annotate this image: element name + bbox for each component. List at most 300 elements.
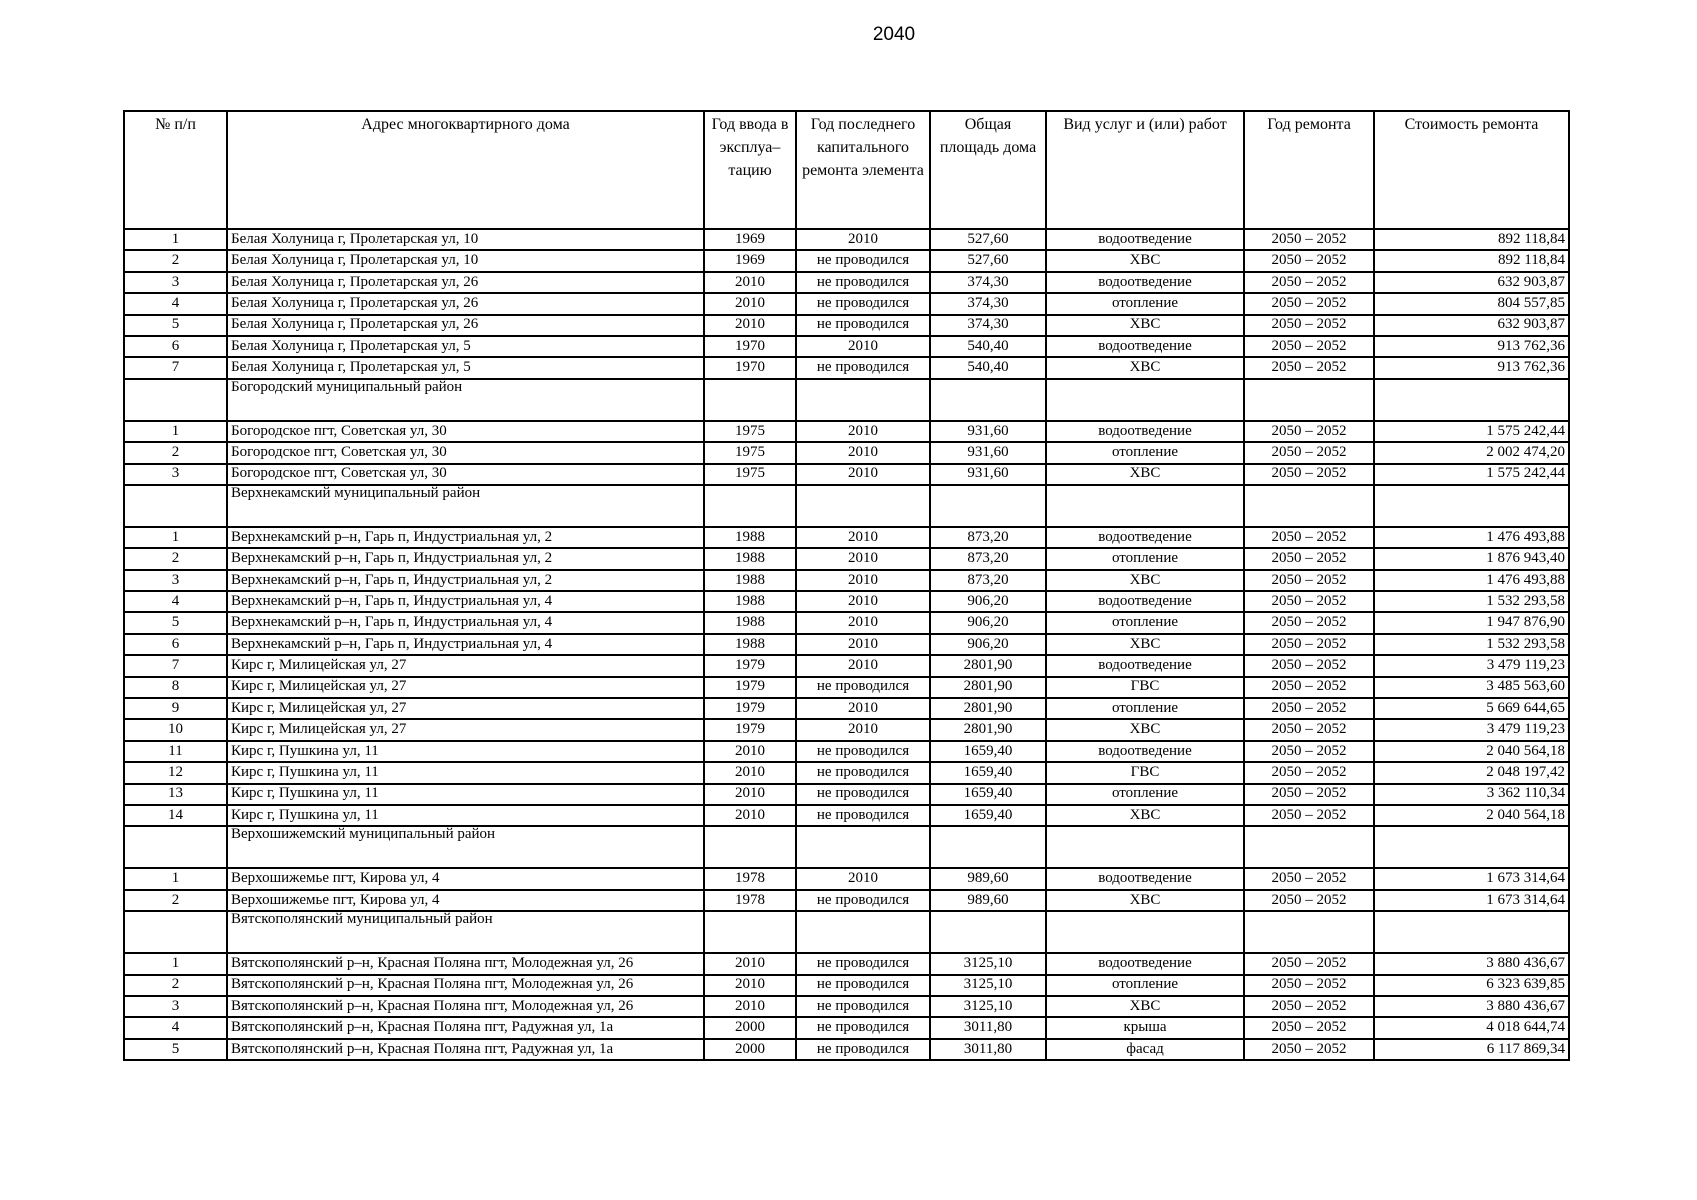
cell-service: ГВС [1046, 677, 1244, 698]
cell-address: Белая Холуница г, Пролетарская ул, 5 [227, 336, 704, 357]
table-row [124, 634, 1569, 655]
cell-cost: 3 362 110,34 [1374, 784, 1569, 805]
cell-last-repair: 2010 [796, 442, 930, 463]
cell-repair-year: 2050 – 2052 [1244, 591, 1374, 612]
cell-last-repair: не проводился [796, 805, 930, 826]
cell-area: 374,30 [930, 315, 1046, 336]
cell-area-empty [930, 911, 1046, 953]
cell-address: Вятскополянский р–н, Красная Поляна пгт, Молодежная ул, 26 [227, 953, 704, 974]
table-row [124, 762, 1569, 783]
cell-service-empty [1046, 379, 1244, 421]
cell-service-empty [1046, 826, 1244, 868]
cell-year-built: 1988 [704, 548, 796, 569]
cell-address: Верхнекамский р–н, Гарь п, Индустриальная ул, 2 [227, 527, 704, 548]
cell-year-built: 2010 [704, 741, 796, 762]
cell-area: 374,30 [930, 293, 1046, 314]
cell-year-built: 1975 [704, 464, 796, 485]
cell-cost: 2 040 564,18 [1374, 741, 1569, 762]
cell-last-repair: не проводился [796, 250, 930, 271]
cell-area: 2801,90 [930, 677, 1046, 698]
cell-cost: 3 479 119,23 [1374, 655, 1569, 676]
cell-service: ХВС [1046, 250, 1244, 271]
table-row [124, 464, 1569, 485]
cell-repair-year: 2050 – 2052 [1244, 953, 1374, 974]
table-row [124, 996, 1569, 1017]
cell-last-repair: 2010 [796, 527, 930, 548]
cell-cost: 1 476 493,88 [1374, 527, 1569, 548]
cell-address: Белая Холуница г, Пролетарская ул, 26 [227, 293, 704, 314]
cell-year-built: 1975 [704, 421, 796, 442]
cell-num: 3 [124, 996, 227, 1017]
cell-num: 10 [124, 719, 227, 740]
cell-year-built: 1979 [704, 677, 796, 698]
cell-area: 527,60 [930, 229, 1046, 250]
cell-address: Белая Холуница г, Пролетарская ул, 26 [227, 315, 704, 336]
cell-area: 374,30 [930, 272, 1046, 293]
cell-service: водоотведение [1046, 741, 1244, 762]
cell-repair-year: 2050 – 2052 [1244, 890, 1374, 911]
section-title: Богородский муниципальный район [227, 379, 704, 421]
cell-year-built: 1979 [704, 719, 796, 740]
cell-area: 931,60 [930, 464, 1046, 485]
cell-repair-year: 2050 – 2052 [1244, 570, 1374, 591]
table-body [124, 229, 1569, 1060]
cell-repair-year: 2050 – 2052 [1244, 719, 1374, 740]
cell-last-repair-empty [796, 911, 930, 953]
cell-num: 12 [124, 762, 227, 783]
cell-last-repair: 2010 [796, 336, 930, 357]
cell-num: 8 [124, 677, 227, 698]
cell-repair-year-empty [1244, 379, 1374, 421]
cell-year-built: 1970 [704, 336, 796, 357]
cell-cost: 5 669 644,65 [1374, 698, 1569, 719]
table-row [124, 315, 1569, 336]
cell-year-built: 1988 [704, 612, 796, 633]
cell-address: Верхошижемье пгт, Кирова ул, 4 [227, 890, 704, 911]
cell-service: ХВС [1046, 570, 1244, 591]
table-row [124, 953, 1569, 974]
cell-repair-year: 2050 – 2052 [1244, 315, 1374, 336]
table-row [124, 229, 1569, 250]
cell-address: Кирс г, Милицейская ул, 27 [227, 698, 704, 719]
cell-repair-year: 2050 – 2052 [1244, 548, 1374, 569]
cell-cost-empty [1374, 826, 1569, 868]
cell-num: 5 [124, 315, 227, 336]
cell-address: Кирс г, Милицейская ул, 27 [227, 719, 704, 740]
table-row [124, 868, 1569, 889]
cell-address: Белая Холуница г, Пролетарская ул, 10 [227, 229, 704, 250]
cell-service: водоотведение [1046, 655, 1244, 676]
repair-schedule-table [123, 110, 1570, 1061]
cell-last-repair: не проводился [796, 784, 930, 805]
cell-address: Верхнекамский р–н, Гарь п, Индустриальная ул, 4 [227, 591, 704, 612]
cell-service: водоотведение [1046, 953, 1244, 974]
table-row [124, 677, 1569, 698]
cell-cost: 913 762,36 [1374, 357, 1569, 378]
cell-year-built: 2000 [704, 1017, 796, 1038]
cell-area: 873,20 [930, 548, 1046, 569]
cell-num: 5 [124, 1039, 227, 1060]
cell-repair-year: 2050 – 2052 [1244, 762, 1374, 783]
cell-repair-year: 2050 – 2052 [1244, 464, 1374, 485]
cell-last-repair: не проводился [796, 272, 930, 293]
cell-last-repair: не проводился [796, 357, 930, 378]
table-row [124, 548, 1569, 569]
cell-service: ХВС [1046, 634, 1244, 655]
cell-year-built: 1969 [704, 250, 796, 271]
cell-area: 3125,10 [930, 953, 1046, 974]
cell-area: 3011,80 [930, 1017, 1046, 1038]
cell-num-empty [124, 911, 227, 953]
cell-year-built: 2010 [704, 315, 796, 336]
cell-repair-year: 2050 – 2052 [1244, 868, 1374, 889]
cell-service: водоотведение [1046, 868, 1244, 889]
cell-last-repair: не проводился [796, 293, 930, 314]
cell-address: Верхнекамский р–н, Гарь п, Индустриальная ул, 2 [227, 570, 704, 591]
cell-cost: 3 880 436,67 [1374, 996, 1569, 1017]
cell-year-built: 2010 [704, 784, 796, 805]
cell-repair-year: 2050 – 2052 [1244, 741, 1374, 762]
cell-address: Вятскополянский р–н, Красная Поляна пгт, Молодежная ул, 26 [227, 975, 704, 996]
cell-address: Кирс г, Пушкина ул, 11 [227, 784, 704, 805]
cell-address: Кирс г, Пушкина ул, 11 [227, 741, 704, 762]
cell-service: водоотведение [1046, 421, 1244, 442]
cell-service: водоотведение [1046, 272, 1244, 293]
cell-service: ХВС [1046, 357, 1244, 378]
cell-cost: 2 040 564,18 [1374, 805, 1569, 826]
cell-repair-year: 2050 – 2052 [1244, 1017, 1374, 1038]
cell-address: Кирс г, Милицейская ул, 27 [227, 677, 704, 698]
cell-num: 14 [124, 805, 227, 826]
cell-cost-empty [1374, 485, 1569, 527]
cell-cost-empty [1374, 379, 1569, 421]
cell-repair-year: 2050 – 2052 [1244, 1039, 1374, 1060]
cell-num: 1 [124, 229, 227, 250]
cell-num: 13 [124, 784, 227, 805]
cell-year-built: 2010 [704, 953, 796, 974]
cell-year-built-empty [704, 485, 796, 527]
cell-num: 11 [124, 741, 227, 762]
cell-last-repair: не проводился [796, 741, 930, 762]
cell-last-repair: 2010 [796, 570, 930, 591]
table-row [124, 975, 1569, 996]
cell-address: Кирс г, Милицейская ул, 27 [227, 655, 704, 676]
cell-service: ХВС [1046, 464, 1244, 485]
cell-address: Богородское пгт, Советская ул, 30 [227, 464, 704, 485]
cell-address: Вятскополянский р–н, Красная Поляна пгт, Молодежная ул, 26 [227, 996, 704, 1017]
cell-cost: 4 018 644,74 [1374, 1017, 1569, 1038]
section-title: Вятскополянский муниципальный район [227, 911, 704, 953]
cell-num: 1 [124, 527, 227, 548]
table-row [124, 570, 1569, 591]
cell-area-empty [930, 826, 1046, 868]
header-address: Адрес многоквартирного дома [227, 111, 704, 229]
cell-cost: 1 532 293,58 [1374, 634, 1569, 655]
cell-last-repair: не проводился [796, 1039, 930, 1060]
cell-area: 2801,90 [930, 719, 1046, 740]
cell-num: 2 [124, 975, 227, 996]
table-row [124, 784, 1569, 805]
table-row [124, 805, 1569, 826]
cell-last-repair: 2010 [796, 591, 930, 612]
cell-year-built-empty [704, 826, 796, 868]
cell-repair-year: 2050 – 2052 [1244, 996, 1374, 1017]
cell-service: отопление [1046, 975, 1244, 996]
cell-area: 931,60 [930, 442, 1046, 463]
cell-last-repair: 2010 [796, 698, 930, 719]
cell-year-built: 2000 [704, 1039, 796, 1060]
cell-num: 7 [124, 655, 227, 676]
cell-address: Верхнекамский р–н, Гарь п, Индустриальная ул, 4 [227, 612, 704, 633]
table-row [124, 591, 1569, 612]
cell-repair-year: 2050 – 2052 [1244, 784, 1374, 805]
section-row [124, 826, 1569, 868]
cell-area-empty [930, 379, 1046, 421]
cell-last-repair: 2010 [796, 634, 930, 655]
cell-area: 906,20 [930, 591, 1046, 612]
cell-last-repair: не проводился [796, 315, 930, 336]
cell-repair-year-empty [1244, 911, 1374, 953]
cell-cost: 1 673 314,64 [1374, 868, 1569, 889]
cell-service: ХВС [1046, 315, 1244, 336]
cell-area: 989,60 [930, 868, 1046, 889]
table-row [124, 719, 1569, 740]
cell-address: Вятскополянский р–н, Красная Поляна пгт, Радужная ул, 1а [227, 1039, 704, 1060]
cell-last-repair: не проводился [796, 1017, 930, 1038]
cell-service: крыша [1046, 1017, 1244, 1038]
cell-area: 873,20 [930, 527, 1046, 548]
cell-num: 9 [124, 698, 227, 719]
cell-address: Богородское пгт, Советская ул, 30 [227, 442, 704, 463]
cell-repair-year: 2050 – 2052 [1244, 527, 1374, 548]
cell-area: 931,60 [930, 421, 1046, 442]
cell-area: 1659,40 [930, 741, 1046, 762]
cell-service: ХВС [1046, 996, 1244, 1017]
cell-cost: 1 575 242,44 [1374, 464, 1569, 485]
cell-cost-empty [1374, 911, 1569, 953]
cell-num: 4 [124, 591, 227, 612]
cell-service-empty [1046, 485, 1244, 527]
cell-num-empty [124, 485, 227, 527]
section-title: Верхошижемский муниципальный район [227, 826, 704, 868]
cell-num: 4 [124, 1017, 227, 1038]
cell-last-repair: 2010 [796, 464, 930, 485]
cell-repair-year-empty [1244, 826, 1374, 868]
cell-last-repair-empty [796, 826, 930, 868]
cell-address: Белая Холуница г, Пролетарская ул, 26 [227, 272, 704, 293]
cell-area: 906,20 [930, 612, 1046, 633]
cell-service: водоотведение [1046, 336, 1244, 357]
cell-repair-year: 2050 – 2052 [1244, 805, 1374, 826]
cell-year-built: 1969 [704, 229, 796, 250]
cell-address: Кирс г, Пушкина ул, 11 [227, 762, 704, 783]
cell-num: 1 [124, 953, 227, 974]
cell-year-built: 1988 [704, 634, 796, 655]
cell-area: 2801,90 [930, 655, 1046, 676]
cell-service: ХВС [1046, 890, 1244, 911]
cell-num: 5 [124, 612, 227, 633]
header-num: № п/п [124, 111, 227, 229]
cell-num: 3 [124, 272, 227, 293]
cell-last-repair: 2010 [796, 229, 930, 250]
cell-repair-year: 2050 – 2052 [1244, 975, 1374, 996]
cell-repair-year: 2050 – 2052 [1244, 357, 1374, 378]
cell-repair-year: 2050 – 2052 [1244, 421, 1374, 442]
cell-service: отопление [1046, 698, 1244, 719]
cell-service: отопление [1046, 548, 1244, 569]
cell-repair-year: 2050 – 2052 [1244, 698, 1374, 719]
cell-area: 3125,10 [930, 996, 1046, 1017]
cell-repair-year: 2050 – 2052 [1244, 250, 1374, 271]
cell-repair-year: 2050 – 2052 [1244, 293, 1374, 314]
table-header-row [124, 111, 1569, 229]
cell-year-built: 1975 [704, 442, 796, 463]
header-last-repair: Год последнего капитального ремонта элемента [796, 111, 930, 229]
table-row [124, 655, 1569, 676]
cell-last-repair: 2010 [796, 548, 930, 569]
cell-service: отопление [1046, 784, 1244, 805]
cell-last-repair: 2010 [796, 719, 930, 740]
table-row [124, 698, 1569, 719]
cell-num: 3 [124, 464, 227, 485]
cell-area: 540,40 [930, 357, 1046, 378]
cell-cost: 1 532 293,58 [1374, 591, 1569, 612]
cell-cost: 632 903,87 [1374, 315, 1569, 336]
cell-repair-year: 2050 – 2052 [1244, 634, 1374, 655]
cell-num: 7 [124, 357, 227, 378]
cell-num-empty [124, 826, 227, 868]
table-row [124, 272, 1569, 293]
cell-last-repair: не проводился [796, 890, 930, 911]
cell-service: ХВС [1046, 805, 1244, 826]
cell-year-built: 1988 [704, 570, 796, 591]
cell-cost: 632 903,87 [1374, 272, 1569, 293]
cell-num: 6 [124, 336, 227, 357]
cell-repair-year: 2050 – 2052 [1244, 612, 1374, 633]
cell-num: 2 [124, 442, 227, 463]
cell-year-built: 1988 [704, 591, 796, 612]
cell-service-empty [1046, 911, 1244, 953]
cell-area: 527,60 [930, 250, 1046, 271]
cell-year-built: 2010 [704, 272, 796, 293]
section-row [124, 485, 1569, 527]
cell-address: Кирс г, Пушкина ул, 11 [227, 805, 704, 826]
cell-area: 2801,90 [930, 698, 1046, 719]
section-row [124, 911, 1569, 953]
cell-address: Белая Холуница г, Пролетарская ул, 5 [227, 357, 704, 378]
cell-num: 1 [124, 868, 227, 889]
cell-address: Белая Холуница г, Пролетарская ул, 10 [227, 250, 704, 271]
table-row [124, 1017, 1569, 1038]
cell-repair-year: 2050 – 2052 [1244, 655, 1374, 676]
cell-num: 2 [124, 890, 227, 911]
cell-cost: 1 575 242,44 [1374, 421, 1569, 442]
cell-repair-year-empty [1244, 485, 1374, 527]
cell-num: 4 [124, 293, 227, 314]
cell-address: Верхнекамский р–н, Гарь п, Индустриальная ул, 2 [227, 548, 704, 569]
cell-service: фасад [1046, 1039, 1244, 1060]
cell-last-repair: не проводился [796, 677, 930, 698]
cell-last-repair: не проводился [796, 975, 930, 996]
header-area: Общая площадь дома [930, 111, 1046, 229]
cell-last-repair: не проводился [796, 762, 930, 783]
cell-year-built-empty [704, 911, 796, 953]
table-row [124, 336, 1569, 357]
cell-num: 3 [124, 570, 227, 591]
cell-cost: 6 323 639,85 [1374, 975, 1569, 996]
cell-area: 989,60 [930, 890, 1046, 911]
cell-area: 3011,80 [930, 1039, 1046, 1060]
cell-last-repair: 2010 [796, 612, 930, 633]
table-row [124, 1039, 1569, 1060]
cell-cost: 2 002 474,20 [1374, 442, 1569, 463]
table-row [124, 357, 1569, 378]
cell-year-built: 2010 [704, 805, 796, 826]
cell-area: 873,20 [930, 570, 1046, 591]
cell-area: 906,20 [930, 634, 1046, 655]
cell-last-repair: не проводился [796, 953, 930, 974]
cell-last-repair-empty [796, 485, 930, 527]
cell-num: 1 [124, 421, 227, 442]
table-row [124, 293, 1569, 314]
cell-year-built: 2010 [704, 762, 796, 783]
cell-cost: 892 118,84 [1374, 250, 1569, 271]
cell-year-built: 1979 [704, 698, 796, 719]
cell-last-repair: 2010 [796, 655, 930, 676]
cell-address: Верхнекамский р–н, Гарь п, Индустриальная ул, 4 [227, 634, 704, 655]
table-row [124, 612, 1569, 633]
header-cost: Стоимость ремонта [1374, 111, 1569, 229]
cell-area: 1659,40 [930, 762, 1046, 783]
cell-year-built: 1978 [704, 868, 796, 889]
cell-service: отопление [1046, 612, 1244, 633]
cell-cost: 1 673 314,64 [1374, 890, 1569, 911]
cell-year-built: 2010 [704, 996, 796, 1017]
table-row [124, 250, 1569, 271]
table-row [124, 527, 1569, 548]
cell-repair-year: 2050 – 2052 [1244, 272, 1374, 293]
cell-service: водоотведение [1046, 591, 1244, 612]
cell-cost: 2 048 197,42 [1374, 762, 1569, 783]
cell-repair-year: 2050 – 2052 [1244, 229, 1374, 250]
cell-num: 2 [124, 548, 227, 569]
cell-year-built: 1988 [704, 527, 796, 548]
cell-cost: 3 880 436,67 [1374, 953, 1569, 974]
cell-address: Верхошижемье пгт, Кирова ул, 4 [227, 868, 704, 889]
table-row [124, 890, 1569, 911]
cell-repair-year: 2050 – 2052 [1244, 336, 1374, 357]
page-number: 2040 [872, 24, 916, 45]
cell-year-built: 1978 [704, 890, 796, 911]
cell-num: 2 [124, 250, 227, 271]
cell-area: 1659,40 [930, 805, 1046, 826]
cell-area: 1659,40 [930, 784, 1046, 805]
cell-num: 6 [124, 634, 227, 655]
cell-address: Богородское пгт, Советская ул, 30 [227, 421, 704, 442]
cell-cost: 1 947 876,90 [1374, 612, 1569, 633]
cell-year-built: 1970 [704, 357, 796, 378]
cell-year-built-empty [704, 379, 796, 421]
header-repair-year: Год ремонта [1244, 111, 1374, 229]
table-row [124, 442, 1569, 463]
cell-service: отопление [1046, 293, 1244, 314]
cell-cost: 804 557,85 [1374, 293, 1569, 314]
cell-last-repair: 2010 [796, 421, 930, 442]
cell-repair-year: 2050 – 2052 [1244, 442, 1374, 463]
cell-cost: 913 762,36 [1374, 336, 1569, 357]
cell-area-empty [930, 485, 1046, 527]
cell-cost: 892 118,84 [1374, 229, 1569, 250]
